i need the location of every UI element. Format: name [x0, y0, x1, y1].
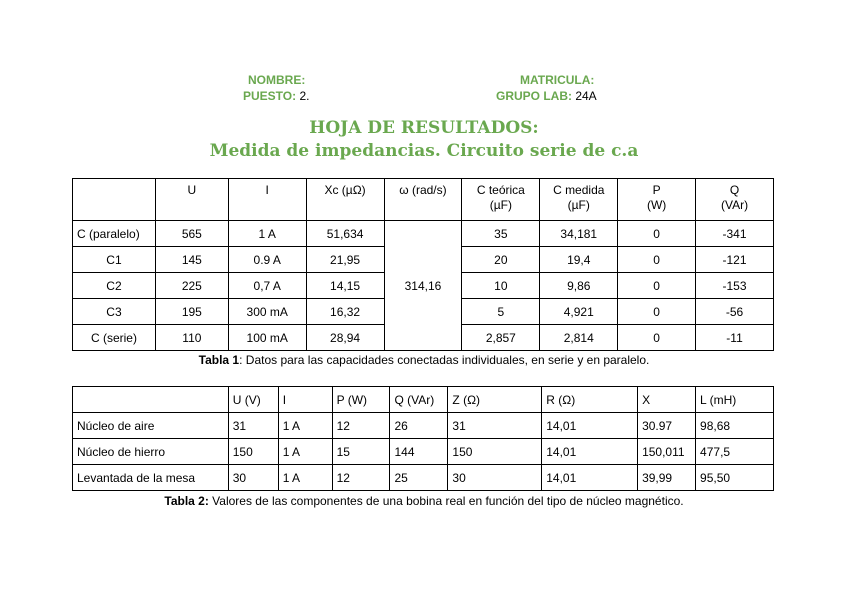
- row-label: Núcleo de aire: [73, 413, 229, 439]
- cell-l: 95,50: [696, 465, 774, 491]
- cell-z: 31: [448, 413, 542, 439]
- cell-c-teorica: 5: [462, 299, 540, 325]
- cell-q: -341: [696, 221, 774, 247]
- cell-i: 100 mA: [228, 325, 306, 351]
- cell-p: 0: [618, 299, 696, 325]
- header-cell: P (W): [332, 387, 390, 413]
- cell-u: 195: [155, 299, 228, 325]
- cell-p: 0: [618, 221, 696, 247]
- header-unit: (W): [646, 198, 667, 212]
- cell-r: 14,01: [542, 439, 638, 465]
- cell-u: 225: [155, 273, 228, 299]
- cell-x: 39,99: [638, 465, 696, 491]
- header-cell: X: [638, 387, 696, 413]
- cell-c-medida: 9,86: [540, 273, 618, 299]
- cell-xc: 21,95: [306, 247, 384, 273]
- cell-xc: 51,634: [306, 221, 384, 247]
- header-cell: U (V): [228, 387, 278, 413]
- nombre-label: NOMBRE:: [248, 73, 306, 87]
- row-label: C2: [73, 273, 156, 299]
- header-cell: [73, 179, 156, 221]
- cell-c-medida: 19,4: [540, 247, 618, 273]
- puesto-field: [243, 89, 309, 103]
- row-label: C3: [73, 299, 156, 325]
- matricula-label: MATRICULA:: [520, 73, 595, 87]
- cell-p: 0: [618, 325, 696, 351]
- cell-q: -56: [696, 299, 774, 325]
- header-cell: Z (Ω): [448, 387, 542, 413]
- cell-c-teorica: 20: [462, 247, 540, 273]
- table-header-row: [73, 387, 774, 413]
- cell-p: 0: [618, 273, 696, 299]
- cell-z: 150: [448, 439, 542, 465]
- caption-label: Tabla 1: [198, 353, 240, 367]
- cell-q: 25: [390, 465, 448, 491]
- table-2-caption: [0, 494, 848, 508]
- row-label: C1: [73, 247, 156, 273]
- grupo-label: GRUPO LAB:: [496, 89, 572, 103]
- cell-q: 144: [390, 439, 448, 465]
- header-unit: (VAr): [720, 198, 749, 212]
- cell-c-medida: 34,181: [540, 221, 618, 247]
- header-cell: [462, 179, 540, 221]
- header-cell: I: [278, 387, 332, 413]
- row-label: C (paralelo): [73, 221, 156, 247]
- caption-text: : Datos para las capacidades conectadas individuales, en serie y en paralelo.: [239, 353, 650, 367]
- cell-l: 477,5: [696, 439, 774, 465]
- header-cell: L (mH): [696, 387, 774, 413]
- table-row: [73, 221, 774, 247]
- grupo-field: [496, 89, 597, 103]
- cell-p: 12: [332, 413, 390, 439]
- cell-i: 1 A: [278, 439, 332, 465]
- cell-i: 1 A: [228, 221, 306, 247]
- cell-r: 14,01: [542, 465, 638, 491]
- cell-xc: 16,32: [306, 299, 384, 325]
- header-line: Q: [729, 183, 740, 197]
- header-cell: Xc (µΩ): [306, 179, 384, 221]
- puesto-label: PUESTO:: [243, 89, 297, 103]
- cell-q: -121: [696, 247, 774, 273]
- header-line: P: [652, 183, 661, 197]
- header-cell: [73, 387, 229, 413]
- cell-u: 145: [155, 247, 228, 273]
- table-row: [73, 465, 774, 491]
- cell-omega: 314,16: [384, 221, 462, 351]
- header-line: C medida: [553, 183, 605, 197]
- cell-u: 30: [228, 465, 278, 491]
- caption-label: Tabla 2:: [164, 494, 209, 508]
- header-unit: (µF): [567, 198, 590, 212]
- header-cell: [618, 179, 696, 221]
- header-cell: [540, 179, 618, 221]
- cell-u: 110: [155, 325, 228, 351]
- header-line: C teórica: [476, 183, 525, 197]
- cell-x: 150,011: [638, 439, 696, 465]
- table-header-row: [73, 179, 774, 221]
- cell-u: 150: [228, 439, 278, 465]
- header-cell: [696, 179, 774, 221]
- header-cell: R (Ω): [542, 387, 638, 413]
- header-cell: ω (rad/s): [384, 179, 462, 221]
- cell-z: 30: [448, 465, 542, 491]
- cell-c-teorica: 35: [462, 221, 540, 247]
- grupo-value: 24A: [572, 89, 597, 103]
- puesto-value: 2.: [296, 89, 310, 103]
- cell-p: 0: [618, 247, 696, 273]
- matricula-field: [520, 73, 594, 87]
- row-label: Núcleo de hierro: [73, 439, 229, 465]
- header-cell: U: [155, 179, 228, 221]
- table-1-caption: [0, 353, 848, 367]
- cell-p: 15: [332, 439, 390, 465]
- header-unit: (µF): [489, 198, 512, 212]
- cell-r: 14,01: [542, 413, 638, 439]
- cell-c-medida: 4,921: [540, 299, 618, 325]
- cell-u: 31: [228, 413, 278, 439]
- cell-l: 98,68: [696, 413, 774, 439]
- cell-x: 30.97: [638, 413, 696, 439]
- row-label: C (serie): [73, 325, 156, 351]
- cell-c-teorica: 10: [462, 273, 540, 299]
- table-row: [73, 413, 774, 439]
- page-title: HOJA DE RESULTADOS:: [309, 118, 539, 138]
- header-cell: Q (VAr): [390, 387, 448, 413]
- cell-u: 565: [155, 221, 228, 247]
- page-subtitle: Medida de impedancias. Circuito serie de c.a: [209, 141, 639, 161]
- cell-i: 1 A: [278, 413, 332, 439]
- coil-results-table: [72, 386, 774, 491]
- cell-c-medida: 2,814: [540, 325, 618, 351]
- row-label: Levantada de la mesa: [73, 465, 229, 491]
- cell-q: -153: [696, 273, 774, 299]
- cell-xc: 28,94: [306, 325, 384, 351]
- cell-p: 12: [332, 465, 390, 491]
- caption-text: Valores de las componentes de una bobina real en función del tipo de núcleo magnético.: [208, 494, 684, 508]
- header-cell: I: [228, 179, 306, 221]
- cell-xc: 14,15: [306, 273, 384, 299]
- table-row: [73, 439, 774, 465]
- cell-i: 0.9 A: [228, 247, 306, 273]
- cell-q: 26: [390, 413, 448, 439]
- cell-i: 0,7 A: [228, 273, 306, 299]
- cell-c-teorica: 2,857: [462, 325, 540, 351]
- cell-i: 1 A: [278, 465, 332, 491]
- cell-i: 300 mA: [228, 299, 306, 325]
- nombre-field: [248, 73, 305, 87]
- cell-q: -11: [696, 325, 774, 351]
- capacitor-results-table: [72, 178, 774, 351]
